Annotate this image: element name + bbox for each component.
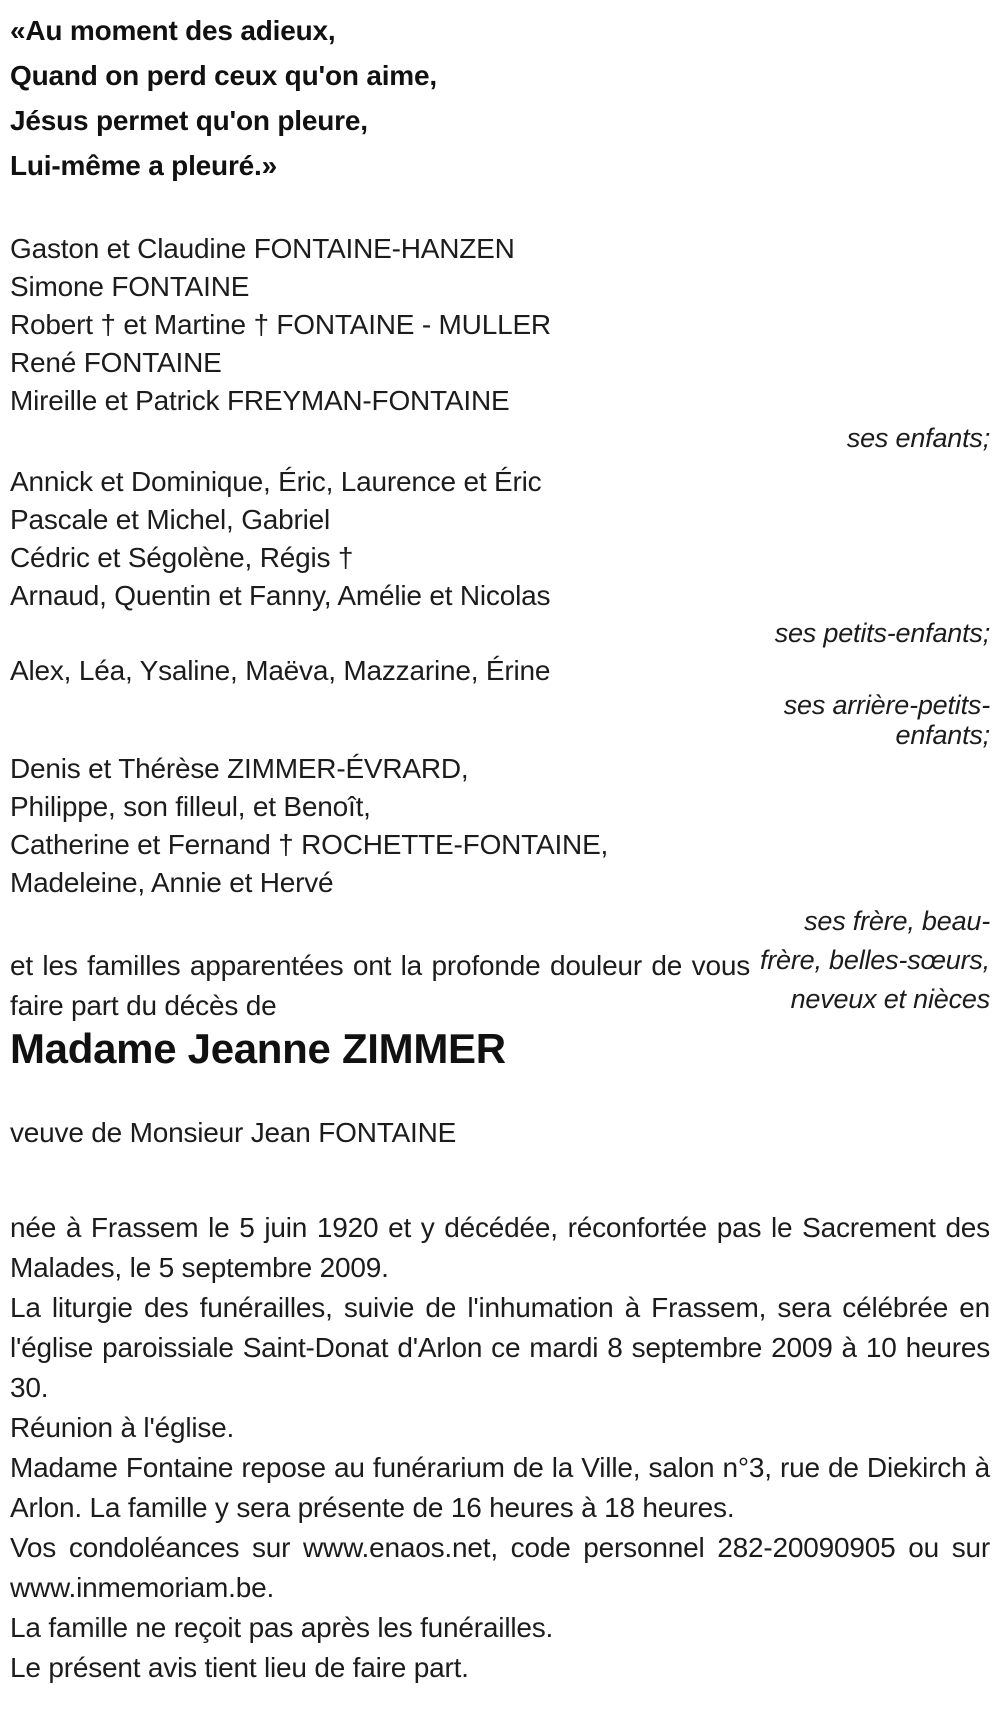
name-line: Simone FONTAINE — [10, 271, 250, 302]
detail-paragraph: La famille ne reçoit pas après les funérailles. — [10, 1612, 554, 1643]
detail-paragraph: Madame Fontaine repose au funérarium de la Ville, salon n°3, rue de Diekirch à Arlon. La famille y sera présente de 16 heures à 18 heures. — [10, 1452, 990, 1523]
name-line: Arnaud, Quentin et Fanny, Amélie et Nicolas — [10, 580, 551, 611]
name-line: Denis et Thérèse ZIMMER-ÉVRARD, — [10, 753, 469, 784]
quote-block — [10, 8, 990, 188]
name-line: Catherine et Fernand † ROCHETTE-FONTAINE, — [10, 829, 609, 860]
great-grandchildren-names-block — [10, 652, 990, 690]
name-line: Pascale et Michel, Gabriel — [10, 504, 331, 535]
detail-paragraph: Réunion à l'église. — [10, 1412, 235, 1443]
name-line: René FONTAINE — [10, 347, 222, 378]
deceased-name-heading: Madame Jeanne ZIMMER — [10, 1025, 506, 1072]
siblings-names-block — [10, 750, 990, 902]
name-line: Alex, Léa, Ysaline, Maëva, Mazzarine, Érine — [10, 655, 551, 686]
great-grandchildren-relation-label: ses arrière-petits-enfants; — [783, 690, 990, 750]
children-names-block — [10, 230, 990, 420]
detail-paragraph: née à Frassem le 5 juin 1920 et y décédée, réconfortée pas le Sacrement des Malades, le 5 septembre 2009. — [10, 1212, 990, 1283]
grandchildren-names-block — [10, 463, 990, 615]
name-line: Philippe, son filleul, et Benoît, — [10, 791, 371, 822]
name-line: Annick et Dominique, Éric, Laurence et Éric — [10, 466, 542, 497]
name-line: Robert † et Martine † FONTAINE - MULLER — [10, 309, 551, 340]
grandchildren-relation-label: ses petits-enfants; — [774, 618, 990, 648]
announcement-row — [10, 902, 990, 1026]
quote-line: Jésus permet qu'on pleure, — [10, 105, 368, 136]
name-line: Cédric et Ségolène, Régis † — [10, 542, 354, 573]
funeral-details-block — [10, 1208, 990, 1688]
detail-paragraph: La liturgie des funérailles, suivie de l'inhumation à Frassem, sera célébrée en l'église paroissiale Saint-Donat d'Arlon ce mardi 8 septembre 2009 à 10 heures 30. — [10, 1292, 990, 1403]
detail-paragraph: Le présent avis tient lieu de faire part. — [10, 1652, 469, 1683]
quote-line: Quand on perd ceux qu'on aime, — [10, 60, 437, 91]
quote-line: Lui-même a pleuré.» — [10, 150, 277, 181]
siblings-relation-label: ses frère, beau-frère, belles-sœurs, neveux et nièces — [759, 906, 990, 1014]
quote-line: «Au moment des adieux, — [10, 15, 336, 46]
detail-paragraph: Vos condoléances sur www.enaos.net, code personnel 282-20090905 ou sur www.inmemoriam.be. — [10, 1532, 990, 1603]
announcement-intro: et les familles apparentées ont la profonde douleur de vous faire part du décès de — [10, 950, 750, 1021]
name-line: Madeleine, Annie et Hervé — [10, 867, 334, 898]
name-line: Gaston et Claudine FONTAINE-HANZEN — [10, 233, 515, 264]
widow-line: veuve de Monsieur Jean FONTAINE — [10, 1117, 457, 1148]
name-line: Mireille et Patrick FREYMAN-FONTAINE — [10, 385, 510, 416]
children-relation-label: ses enfants; — [846, 423, 990, 453]
